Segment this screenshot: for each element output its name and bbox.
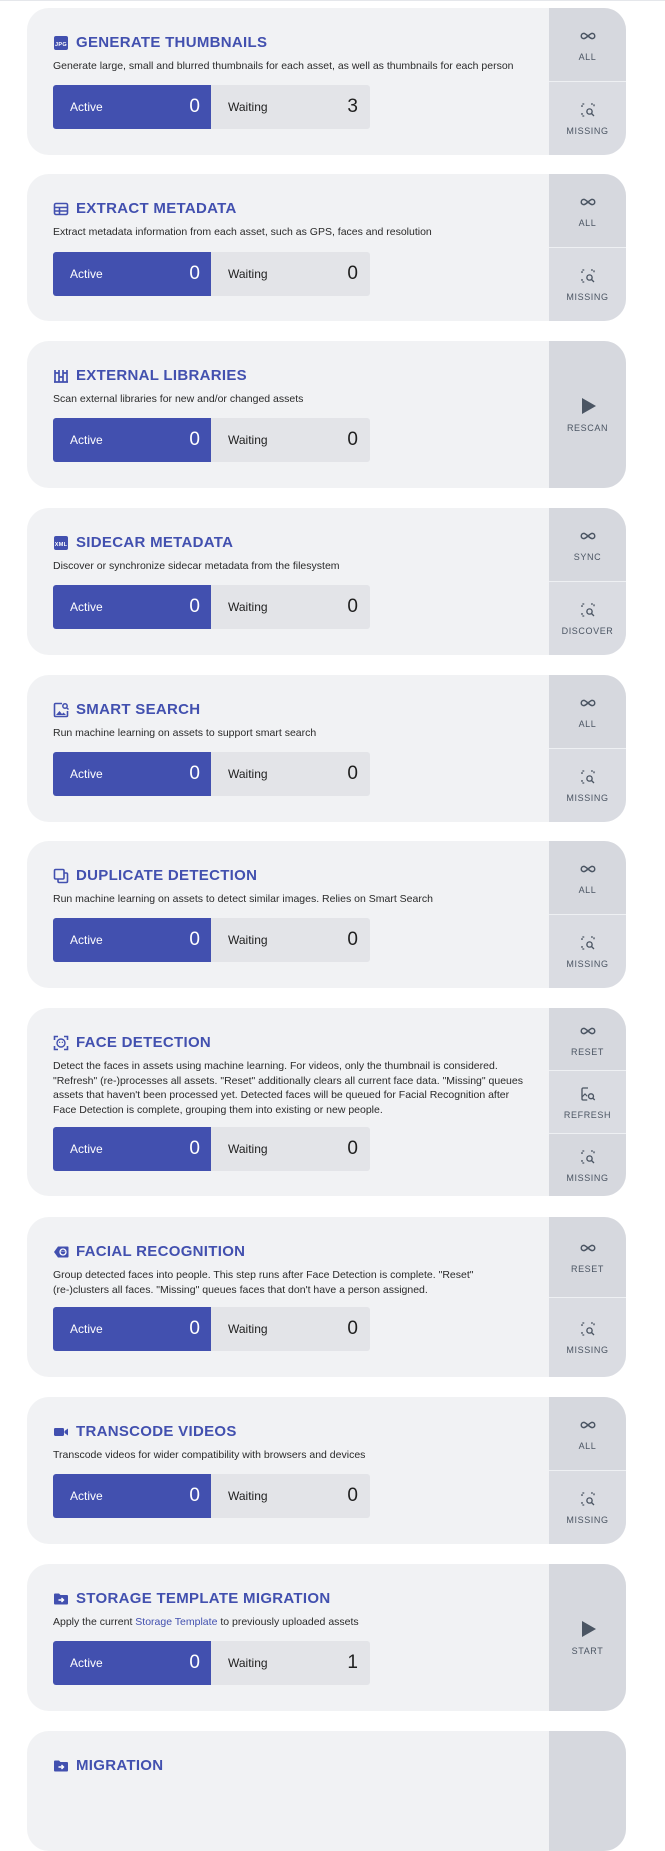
infinity-icon — [579, 527, 597, 545]
active-count: 0 — [189, 596, 200, 617]
action-label: MISSING — [566, 1172, 609, 1183]
job-actions — [549, 1397, 626, 1544]
missing-search-icon — [579, 768, 597, 786]
job-counters — [53, 252, 370, 296]
all-button[interactable] — [549, 174, 626, 247]
action-label: MISSING — [566, 126, 609, 136]
job-title-text: DUPLICATE DETECTION — [76, 867, 258, 884]
infinity-icon — [579, 860, 597, 878]
action-label: MISSING — [566, 292, 609, 302]
infinity-icon — [579, 1239, 597, 1257]
active-counter — [53, 1641, 211, 1685]
active-count: 0 — [189, 1485, 200, 1506]
job-card-face-detection — [27, 1008, 626, 1196]
waiting-counter — [211, 1474, 370, 1518]
job-title — [53, 534, 233, 551]
play-icon — [578, 1619, 598, 1639]
job-title-text: TRANSCODE VIDEOS — [76, 1423, 237, 1440]
job-description: Generate large, small and blurred thumbnails for each asset, as well as thumbnails for each person — [53, 60, 514, 72]
job-actions — [549, 1731, 626, 1851]
job-title-text: SMART SEARCH — [76, 701, 201, 718]
image-search-icon — [53, 702, 69, 718]
top-divider — [0, 0, 665, 1]
job-actions — [549, 174, 626, 321]
waiting-count: 0 — [347, 1318, 358, 1339]
start-button[interactable] — [549, 1564, 626, 1711]
play-icon — [578, 396, 598, 416]
reset-button[interactable] — [549, 1217, 626, 1297]
job-action[interactable] — [549, 1731, 626, 1851]
active-counter — [53, 1127, 211, 1171]
job-card-extract-metadata — [27, 174, 626, 321]
action-label: ALL — [578, 885, 597, 895]
action-label: ALL — [578, 1441, 597, 1451]
job-counters — [53, 1127, 370, 1171]
active-label: Active — [70, 600, 103, 614]
job-actions — [549, 675, 626, 822]
job-description: Run machine learning on assets to support smart search — [53, 727, 317, 739]
job-title — [53, 1243, 245, 1260]
active-label: Active — [70, 100, 103, 114]
waiting-counter — [211, 85, 370, 129]
sync-button[interactable] — [549, 508, 626, 581]
missing-button[interactable] — [549, 748, 626, 822]
active-label: Active — [70, 433, 103, 447]
waiting-label: Waiting — [228, 100, 268, 114]
face-tag-icon — [53, 1244, 69, 1260]
job-title — [53, 1757, 163, 1774]
job-title — [53, 1034, 211, 1051]
rescan-button[interactable] — [549, 341, 626, 488]
waiting-label: Waiting — [228, 433, 268, 447]
job-counters — [53, 1641, 370, 1685]
waiting-count: 0 — [347, 429, 358, 450]
waiting-counter — [211, 752, 370, 796]
missing-button[interactable] — [549, 914, 626, 988]
active-counter — [53, 418, 211, 462]
reset-button[interactable] — [549, 1008, 626, 1070]
infinity-icon — [579, 27, 597, 45]
missing-search-icon — [579, 601, 597, 619]
job-actions — [549, 508, 626, 655]
active-counter — [53, 1307, 211, 1351]
missing-search-icon — [579, 934, 597, 952]
job-title — [53, 1590, 330, 1607]
job-actions — [549, 341, 626, 488]
active-label: Active — [70, 1322, 103, 1336]
waiting-label: Waiting — [228, 1489, 268, 1503]
all-button[interactable] — [549, 841, 626, 914]
job-title-text: EXTRACT METADATA — [76, 200, 237, 217]
duplicate-icon — [53, 868, 69, 884]
active-counter — [53, 918, 211, 962]
waiting-count: 0 — [347, 1485, 358, 1506]
svg-text:JPG: JPG — [55, 41, 67, 48]
waiting-label: Waiting — [228, 933, 268, 947]
waiting-label: Waiting — [228, 267, 268, 281]
active-label: Active — [70, 267, 103, 281]
active-counter — [53, 1474, 211, 1518]
job-card-storage-template-migration — [27, 1564, 626, 1711]
job-card-migration — [27, 1731, 626, 1851]
all-button[interactable] — [549, 8, 626, 81]
waiting-count: 0 — [347, 763, 358, 784]
waiting-count: 3 — [347, 96, 358, 117]
action-label: ALL — [578, 52, 597, 62]
job-title-text: SIDECAR METADATA — [76, 534, 234, 551]
missing-search-icon — [579, 1148, 597, 1166]
refresh-search-icon — [579, 1085, 597, 1103]
job-counters — [53, 85, 370, 129]
action-label: MISSING — [566, 793, 609, 803]
active-counter — [53, 752, 211, 796]
svg-text:XML: XML — [54, 541, 68, 548]
action-label: RESET — [570, 1264, 604, 1275]
active-label: Active — [70, 1142, 103, 1156]
active-count: 0 — [189, 929, 200, 950]
waiting-label: Waiting — [228, 1142, 268, 1156]
job-title — [53, 1423, 237, 1440]
active-label: Active — [70, 767, 103, 781]
waiting-label: Waiting — [228, 767, 268, 781]
job-counters — [53, 1474, 370, 1518]
action-label: MISSING — [566, 1515, 609, 1525]
action-label: RESET — [570, 1046, 604, 1057]
waiting-count: 0 — [347, 929, 358, 950]
job-title — [53, 34, 267, 51]
job-counters — [53, 918, 370, 962]
job-description: Discover or synchronize sidecar metadata from the filesystem — [53, 560, 340, 572]
waiting-counter — [211, 918, 370, 962]
action-label: DISCOVER — [561, 626, 614, 636]
job-description: Transcode videos for wider compatibility with browsers and devices — [53, 1449, 366, 1461]
storage-template-link[interactable]: Storage Template — [135, 1616, 218, 1628]
video-camera-icon — [53, 1424, 69, 1440]
waiting-label: Waiting — [228, 1322, 268, 1336]
job-actions — [549, 841, 626, 988]
face-scan-icon — [53, 1035, 69, 1051]
job-actions — [549, 1008, 626, 1196]
waiting-label: Waiting — [228, 600, 268, 614]
active-count: 0 — [189, 96, 200, 117]
job-title-text: EXTERNAL LIBRARIES — [76, 367, 247, 384]
refresh-button[interactable] — [549, 1070, 626, 1133]
active-counter — [53, 85, 211, 129]
waiting-count: 1 — [347, 1652, 358, 1673]
waiting-counter — [211, 1307, 370, 1351]
job-card-duplicate-detection — [27, 841, 626, 988]
description-text: Apply the current — [53, 1616, 136, 1628]
jpg-file-icon — [53, 35, 69, 51]
missing-search-icon — [579, 101, 597, 119]
active-label: Active — [70, 1656, 103, 1670]
action-label: SYNC — [573, 552, 602, 562]
infinity-icon — [579, 1416, 597, 1434]
job-counters — [53, 1307, 370, 1351]
folder-move-icon — [53, 1758, 69, 1774]
infinity-icon — [579, 1022, 597, 1040]
job-title-text: GENERATE THUMBNAILS — [76, 34, 268, 51]
job-card-transcode-videos — [27, 1397, 626, 1544]
active-count: 0 — [189, 1138, 200, 1159]
active-count: 0 — [189, 263, 200, 284]
waiting-counter — [211, 1127, 370, 1171]
waiting-counter — [211, 1641, 370, 1685]
action-label: ALL — [578, 218, 597, 228]
job-title-text: FACIAL RECOGNITION — [76, 1243, 246, 1260]
waiting-count: 0 — [347, 596, 358, 617]
active-count: 0 — [189, 1652, 200, 1673]
missing-search-icon — [579, 267, 597, 285]
job-actions — [549, 1217, 626, 1377]
all-button[interactable] — [549, 1397, 626, 1470]
active-count: 0 — [189, 763, 200, 784]
active-count: 0 — [189, 429, 200, 450]
active-label: Active — [70, 1489, 103, 1503]
missing-search-icon — [579, 1490, 597, 1508]
job-card-external-libraries — [27, 341, 626, 488]
action-label: ALL — [578, 719, 597, 729]
waiting-count: 0 — [347, 263, 358, 284]
missing-search-icon — [579, 1320, 597, 1338]
waiting-counter — [211, 252, 370, 296]
waiting-counter — [211, 418, 370, 462]
job-title — [53, 367, 247, 384]
action-label: MISSING — [566, 1344, 609, 1355]
job-description: Extract metadata information from each asset, such as GPS, faces and resolution — [53, 226, 432, 238]
job-title — [53, 701, 200, 718]
waiting-counter — [211, 585, 370, 629]
active-counter — [53, 252, 211, 296]
active-count: 0 — [189, 1318, 200, 1339]
job-description: Detect the faces in assets using machine learning. For videos, only the thumbnail is considered. "Refresh" (re-)processes all assets. "Reset" additionally clears all current face data. "Missing" queues assets that haven't been processed yet. Detected faces will be queued for Facial Recognition after Face Detection is complete, grouping them into existing or new people. — [53, 1060, 523, 1116]
all-button[interactable] — [549, 675, 626, 748]
active-counter — [53, 585, 211, 629]
job-card-generate-thumbnails — [27, 8, 626, 155]
job-description: Run machine learning on assets to detect similar images. Relies on Smart Search — [53, 893, 433, 905]
job-title — [53, 200, 237, 217]
job-description: Scan external libraries for new and/or changed assets — [53, 393, 304, 405]
infinity-icon — [579, 694, 597, 712]
job-counters — [53, 418, 370, 462]
job-description: Group detected faces into people. This step runs after Face Detection is complete. "Reset" (re-)clusters all faces. "Missing" queues faces that don't have a person assigned. — [53, 1269, 474, 1296]
library-shelves-icon — [53, 368, 69, 384]
job-title-text: FACE DETECTION — [76, 1034, 212, 1051]
missing-button[interactable] — [549, 247, 626, 321]
waiting-count: 0 — [347, 1138, 358, 1159]
action-label: MISSING — [566, 959, 609, 969]
job-title — [53, 867, 257, 884]
folder-move-icon — [53, 1591, 69, 1607]
action-label: REFRESH — [563, 1109, 612, 1120]
job-counters — [53, 752, 370, 796]
missing-button[interactable] — [549, 1470, 626, 1544]
action-label: START — [571, 1646, 604, 1656]
active-label: Active — [70, 933, 103, 947]
missing-button[interactable] — [549, 81, 626, 155]
missing-button[interactable] — [549, 1133, 626, 1196]
missing-button[interactable] — [549, 1297, 626, 1378]
job-description — [53, 1615, 523, 1630]
description-text: to previously uploaded assets — [217, 1616, 359, 1628]
discover-button[interactable] — [549, 581, 626, 655]
xml-file-icon — [53, 535, 69, 551]
job-card-smart-search — [27, 675, 626, 822]
job-actions — [549, 8, 626, 155]
infinity-icon — [579, 193, 597, 211]
waiting-label: Waiting — [228, 1656, 268, 1670]
job-card-facial-recognition — [27, 1217, 626, 1377]
job-title-text: STORAGE TEMPLATE MIGRATION — [76, 1590, 331, 1607]
table-icon — [53, 201, 69, 217]
job-counters — [53, 585, 370, 629]
job-actions — [549, 1564, 626, 1711]
job-title-text: MIGRATION — [76, 1757, 164, 1774]
job-card-sidecar-metadata — [27, 508, 626, 655]
action-label: RESCAN — [566, 423, 609, 433]
